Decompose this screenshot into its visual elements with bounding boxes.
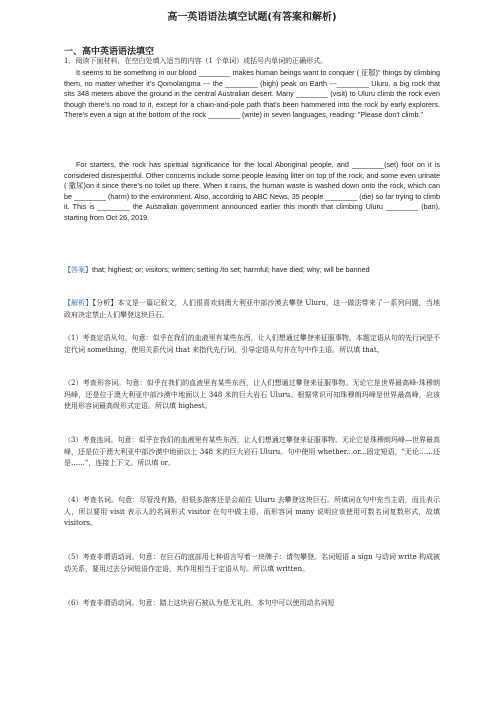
analysis-item-4: （4）考查名词。句意：尽管没有路，但很多游客还是会前往 Uluru 去攀登这块巨石。所填词在句中充当主语，而且表示人，所以要用 visit 表示人的名词形式 visitor 在句中做主语，而形容词 many 说明应该使用可数名词复数形式，故填 visitors。 bbox=[64, 496, 440, 527]
answer-block bbox=[64, 265, 440, 277]
document-title: 高一英语语法填空试题(有答案和解析) bbox=[167, 12, 337, 23]
passage-paragraph-1: It seems to be something in our blood ________ makes human beings want to conquer ( 征服)" things by climbing them, no matter whether it's Qomolangma --- the ________ (high) peak on Earth ---________ Uluru, a big rock that sits 348 meters above the ground in the central Australian desert. Many ________ (visit) to Uluru climb the rock even though there's no road to it, except for a chain-and-pole path that's been hammered into the rock by early explorers. There's even a sign at the bottom of the rock ________ (write) in seven languages, reading: "Please don't climb." bbox=[64, 68, 440, 120]
passage-paragraph-2: For starters, the rock has spiritual significance for the local Aboriginal people, and ________(set) foot on it is considered disrespectful. Other concerns include some people leaving litter on top of the rock, and some even urinate ( 撒尿)on it since there's no toilet up there. When it rains, the human waste is washed down onto the rock, which can be ________ (harm) to the environment. Also, according to ABC News, 35 people ________ (die) so far trying to climb it. This is ________ the Australian government announced earlier this month that climbing Uluru ________ (ban), starting from Oct 26, 2019. bbox=[64, 160, 440, 222]
analysis-item-5: （5）考查非谓语动词。句意：在巨石的底部用七种语言写着一块牌子：请勿攀登。名词短语 a sign 与动词 write 构成被动关系，要用过去分词短语作定语，其作用相当于定语从句。所以填 written。 bbox=[64, 553, 440, 573]
analysis-item-2: （2）考查形容词。句意：似乎在我们的血液里有某些东西，让人们想通过攀登来征服事物。无论它是世界最高峰-珠穆朗玛峰，还是位于澳大利亚中部沙漠中地面以上 348 米的巨大岩石 Uluru。根据常识可知珠穆朗玛峰是世界最高峰，应该使用形容词最高级形式定语。所以填 highest。 bbox=[64, 379, 440, 410]
analysis-item-3: （3）考查连词。句意：似乎在我们的血液里有某些东西，让人们想通过攀登来征服事物。无论它是珠穆朗玛峰—世界最高峰，还是位于澳大利亚中部沙漠中地面以上 348 米的巨大岩石 Uluru。句中使用 whether...or...固定短语，"无论……还是……"，连接上下文。所以填 or。 bbox=[64, 436, 440, 467]
analysis-item-1: （1）考查定语从句。句意：似乎在我们的血液里有某些东西，让人们想通过攀登来征服事物。本题定语从句的先行词是不定代词 something，使用关系代词 that 来指代先行词，引导定语从句并在句中作主语。所以填 that。 bbox=[64, 334, 440, 354]
answer-text: that; highest; or; visitors; written; setting /to set; harmful; have died; why; will be banned bbox=[92, 265, 370, 274]
question-intro: 1．阅读下面材料，在空白处填入适当的内容（1 个单词）或括号内单词的正确形式。 bbox=[64, 57, 328, 65]
analysis-item-6: （6）考查非谓语动词。句意：踏上这块岩石被认为是无礼的。本句中可以使用动名词短 bbox=[64, 599, 335, 607]
section-heading: 一、高中英语语法填空 bbox=[64, 47, 155, 57]
analysis-label: 【解析】 bbox=[64, 299, 93, 307]
answer-label: 【答案】 bbox=[64, 266, 92, 274]
analysis-intro: 【分析】本文是一篇记叙文，人们很喜欢到澳大利亚中部沙漠去攀登 Uluru，这一做法带来了一系列问题，当地政府决定禁止人们攀登这块巨石。 bbox=[64, 299, 440, 319]
analysis-block bbox=[64, 298, 440, 321]
